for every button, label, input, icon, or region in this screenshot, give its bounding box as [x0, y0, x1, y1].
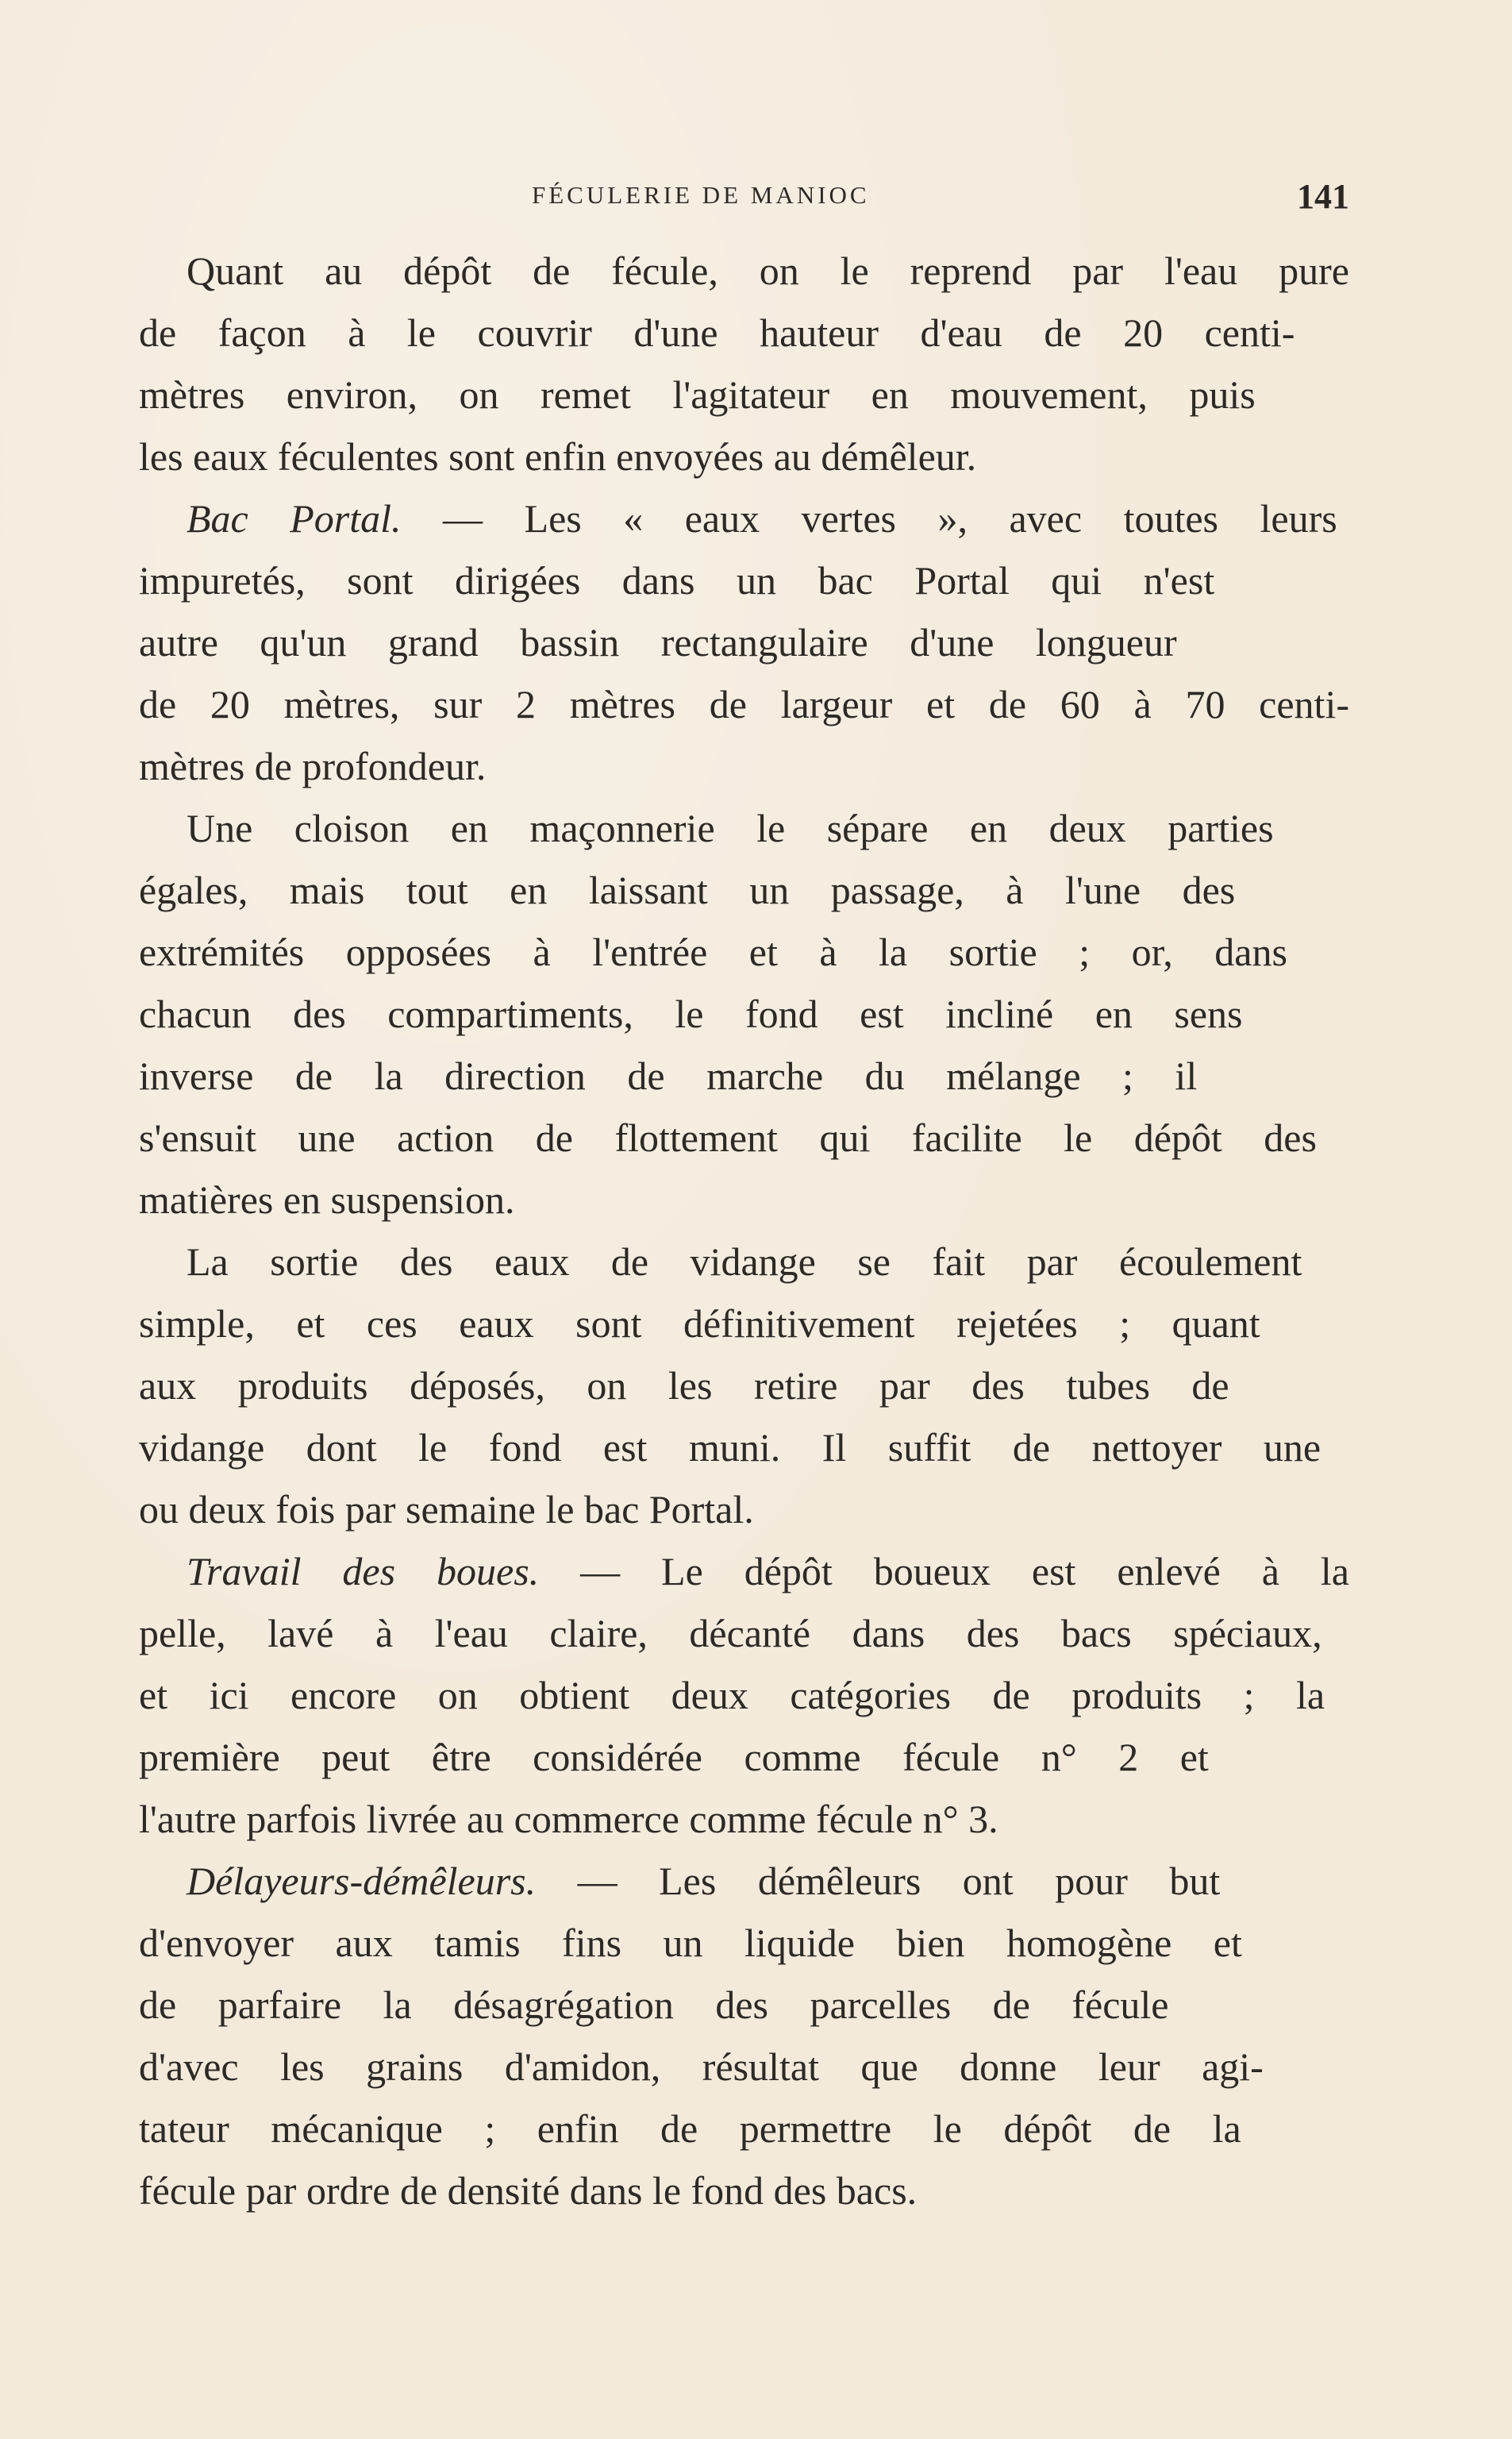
text-line: Délayeurs-démêleurs. — Les démêleurs ont pour but [187, 1859, 1221, 1903]
page-number: 141 [1297, 177, 1349, 216]
text-line: extrémités opposées à l'entrée et à la sortie ; or, dans [139, 930, 1287, 974]
text-line: Une cloison en maçonnerie le sépare en deux parties [187, 806, 1274, 850]
text-line: de 20 mètres, sur 2 mètres de largeur et de 60 à 70 centi- [139, 682, 1349, 726]
text-line: l'autre parfois livrée au commerce comme fécule n° 3. [139, 1797, 998, 1841]
section-lead: Travail des boues. [187, 1549, 540, 1593]
text-line: matières en suspension. [139, 1177, 515, 1222]
text-line: d'envoyer aux tamis fins un liquide bien homogène et [139, 1921, 1242, 1965]
text-line: fécule par ordre de densité dans le fond des bacs. [139, 2168, 918, 2213]
running-title: FÉCULERIE DE MANIOC [532, 181, 870, 209]
text-line: La sortie des eaux de vidange se fait par écoulement [187, 1239, 1302, 1284]
text-line: ou deux fois par semaine le bac Portal. [139, 1487, 754, 1532]
text-line: mètres environ, on remet l'agitateur en mouvement, puis [139, 372, 1256, 417]
text-line: égales, mais tout en laissant un passage, à l'une des [139, 868, 1236, 912]
text-line: les eaux féculentes sont enfin envoyées au démêleur. [139, 434, 977, 479]
text-line: de façon à le couvrir d'une hauteur d'eau de 20 centi- [139, 310, 1295, 355]
text-line: Travail des boues. — Le dépôt boueux est enlevé à la [187, 1549, 1349, 1593]
text-line: première peut être considérée comme fécule n° 2 et [139, 1735, 1209, 1779]
section-lead: Bac Portal. [187, 496, 402, 541]
text-line: pelle, lavé à l'eau claire, décanté dans des bacs spéciaux, [139, 1611, 1322, 1655]
text-line: inverse de la direction de marche du mélange ; il [139, 1054, 1198, 1098]
text-line: Quant au dépôt de fécule, on le reprend par l'eau pure [187, 249, 1349, 293]
text-line: simple, et ces eaux sont définitivement rejetées ; quant [139, 1301, 1260, 1346]
text-line: chacun des compartiments, le fond est incliné en sens [139, 992, 1243, 1036]
text-line: mètres de profondeur. [139, 744, 487, 788]
text-line: d'avec les grains d'amidon, résultat que donne leur agi- [139, 2044, 1264, 2089]
text-line: tateur mécanique ; enfin de permettre le dépôt de la [139, 2106, 1241, 2151]
text-line: vidange dont le fond est muni. Il suffit de nettoyer une [139, 1425, 1322, 1470]
section-lead: Délayeurs-démêleurs. [187, 1859, 537, 1903]
text-line: aux produits déposés, on les retire par des tubes de [139, 1363, 1229, 1408]
text-line: de parfaire la désagrégation des parcelles de fécule [139, 1982, 1169, 2027]
text-line: autre qu'un grand bassin rectangulaire d'une longueur [139, 620, 1177, 665]
running-head [532, 177, 1349, 216]
text-line: Bac Portal. — Les « eaux vertes », avec toutes leurs [187, 496, 1337, 541]
text-line: impuretés, sont dirigées dans un bac Portal qui n'est [139, 558, 1215, 603]
text-line: et ici encore on obtient deux catégories de produits ; la [139, 1673, 1325, 1717]
text-line: s'ensuit une action de flottement qui facilite le dépôt des [139, 1115, 1317, 1160]
